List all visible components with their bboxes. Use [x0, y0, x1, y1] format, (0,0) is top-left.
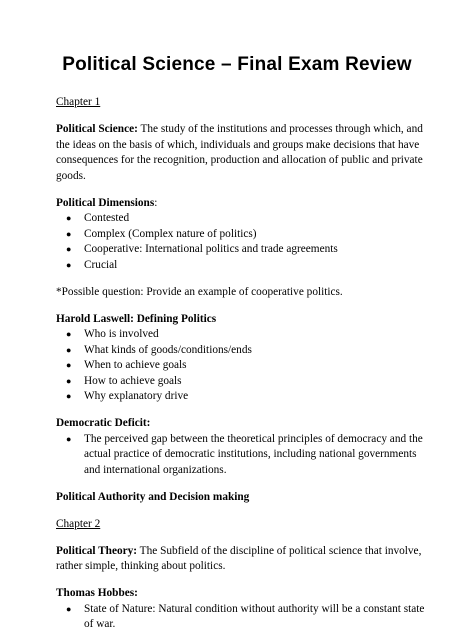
- list-item: ● When to achieve goals: [56, 358, 426, 374]
- list-item: ● The perceived gap between the theoretical principles of democracy and the actual practice of democratic institutions, including national governments and international organizations.: [66, 432, 423, 476]
- possible-question: *Possible question: Provide an example of cooperative politics.: [56, 285, 343, 298]
- bullet-icon: ●: [66, 228, 72, 239]
- page-title: Political Science – Final Exam Review: [62, 54, 412, 75]
- bullet-icon: ●: [66, 259, 72, 270]
- laswell-list: [56, 327, 426, 405]
- political-authority-heading: Political Authority and Decision making: [56, 490, 250, 503]
- document-body: [56, 95, 426, 633]
- chapter-1-heading: Chapter 1: [56, 96, 101, 108]
- political-science-text: The study of the institutions and processes through which, and the ideas on the basis of which, individuals and groups make decisions that have consequences for the recognition, production and allocation of public and private goods.: [56, 123, 423, 182]
- political-dimensions-heading: Political Dimensions:: [56, 196, 158, 209]
- list-item: ● What kinds of goods/conditions/ends: [56, 343, 426, 359]
- chapter-2-heading: Chapter 2: [56, 517, 101, 530]
- political-theory-term: Political Theory:: [56, 544, 138, 557]
- bullet-icon: ●: [66, 344, 72, 355]
- hobbes-list: [56, 602, 426, 633]
- bullet-icon: ●: [66, 360, 72, 370]
- political-theory-definition: [56, 544, 426, 575]
- political-science-term: Political Science:: [56, 123, 138, 135]
- bullet-icon: ●: [66, 391, 72, 401]
- democratic-deficit-list: [56, 432, 426, 479]
- list-item: ● Crucial: [56, 258, 426, 274]
- list-item: ● Cooperative: International politics and trade agreements: [56, 242, 426, 258]
- bullet-icon: ●: [66, 329, 72, 339]
- bullet-icon: ●: [66, 603, 72, 614]
- political-theory-text: The Subfield of the discipline of political science that involve, rather simple, thinking about politics.: [56, 544, 422, 572]
- list-item: ● Complex (Complex nature of politics): [56, 227, 426, 243]
- bullet-icon: ●: [66, 375, 72, 386]
- bullet-icon: ●: [66, 433, 72, 444]
- democratic-deficit-heading: Democratic Deficit:: [56, 417, 151, 429]
- list-item: ● Contested: [56, 211, 426, 227]
- hobbes-heading: Thomas Hobbes:: [56, 587, 138, 599]
- bullet-icon: ●: [66, 244, 72, 254]
- political-dimensions-list: [56, 211, 426, 273]
- political-science-definition: [56, 122, 426, 184]
- list-item: ● Why explanatory drive: [56, 389, 426, 405]
- list-item: ● State of Nature: Natural condition without authority will be a constant state of war.: [66, 602, 425, 630]
- bullet-icon: ●: [66, 213, 72, 223]
- list-item: ● Who is involved: [56, 327, 426, 343]
- laswell-heading: Harold Laswell: Defining Politics: [56, 312, 217, 325]
- list-item: ● How to achieve goals: [56, 374, 426, 390]
